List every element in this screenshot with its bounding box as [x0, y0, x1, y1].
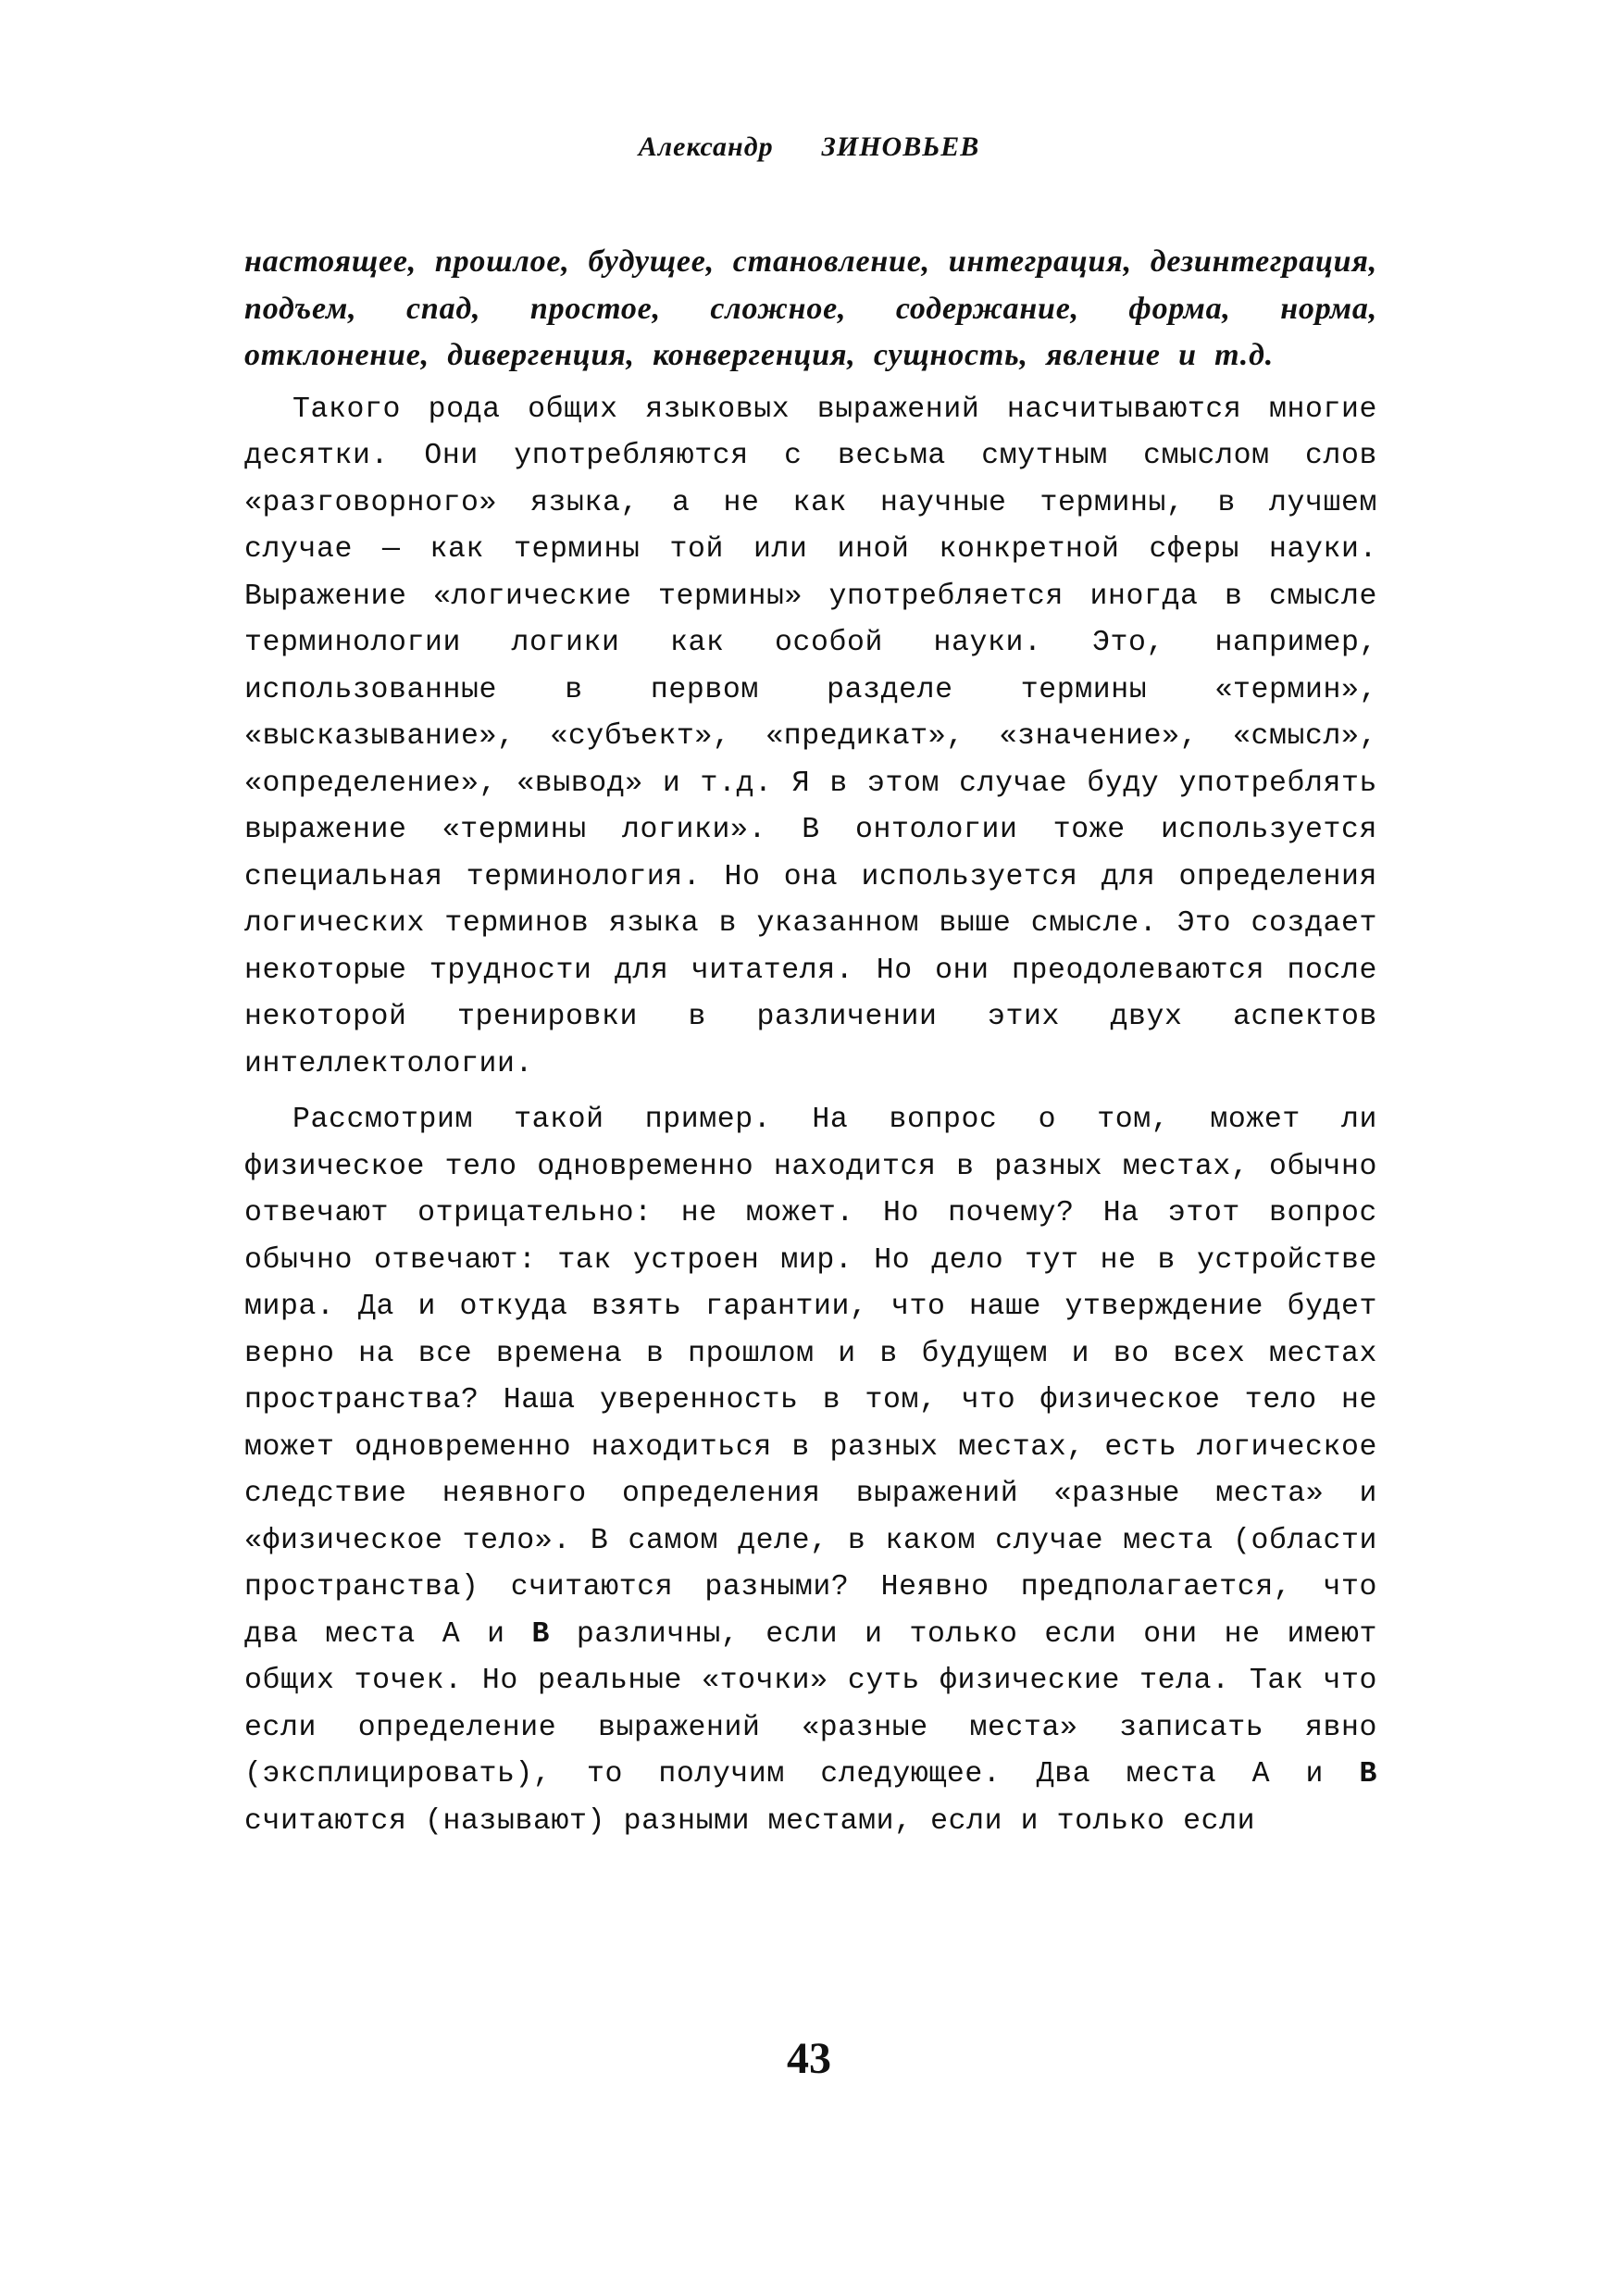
- bold-letter-b: В: [531, 1617, 550, 1651]
- paragraph-1: Такого рода общих языковых выражений насчитываются многие десятки. Они употребляются с весьма смутным смыслом слов «разговорного» языка, а не как научные термины, в лучшем случае — как термины той или иной конкретной сферы науки. Выражение «логические термины» употребляется иногда в смысле терминологии логики как особой науки. Это, например, использованные в первом разделе термины «термин», «высказывание», «субъект», «предикат», «значение», «смысл», «определение», «вывод» и т.д. Я в этом случае буду употреблять выражение «термины логики». В онтологии тоже используется специальная терминология. Но она используется для определения логических терминов языка в указанном выше смысле. Это создает некоторые трудности для читателя. Но они преодолеваются после некоторой тренировки в различении этих двух аспектов интеллектологии.: [244, 393, 1377, 1080]
- author-last-name: ЗИНОВЬЕВ: [821, 131, 980, 162]
- author-first-name: Александр: [638, 131, 774, 162]
- paragraph-2-part-1: Рассмотрим такой пример. На вопрос о том, может ли физическое тело одновременно находится в разных местах, обычно отвечают отрицательно: не может. Но почему? На этот вопрос обычно отвечают: так устроен мир. Но дело тут не в устройстве мира. Да и откуда взять гарантии, что наше утверждение будет верно на все времена в прошлом и в будущем и во всех местах пространства? Наша уверенность в том, что физическое тело не может одновременно находиться в разных местах, есть логическое следствие неявного определения выражений «разные места» и «физическое тело». В самом деле, в каком случае места (области пространства) считаются разными? Неявно предполагается, что два места А и: [244, 1104, 1377, 1651]
- bold-letter-b: В: [1359, 1758, 1377, 1791]
- body-text: [244, 239, 1377, 1845]
- intro-term-list: настоящее, прошлое, будущее, становление, интеграция, дезинтеграция, подъем, спад, простое, сложное, содержание, форма, норма, отклонение, дивергенция, конвергенция, сущность, явление и т.д.: [244, 244, 1377, 372]
- page-number: 43: [787, 2034, 831, 2083]
- paragraph-2-part-2: различны, если и только если они не имеют общих точек. Но реальные «точки» суть физические тела. Так что если определение выражений «разные места» записать явно (эксплицировать), то получим следующее. Два места А и: [244, 1617, 1377, 1791]
- running-head: [0, 131, 1618, 163]
- paragraph-2: [244, 1097, 1377, 1845]
- paragraph-2-part-3: считаются (называют) разными местами, если и только если: [244, 1804, 1256, 1838]
